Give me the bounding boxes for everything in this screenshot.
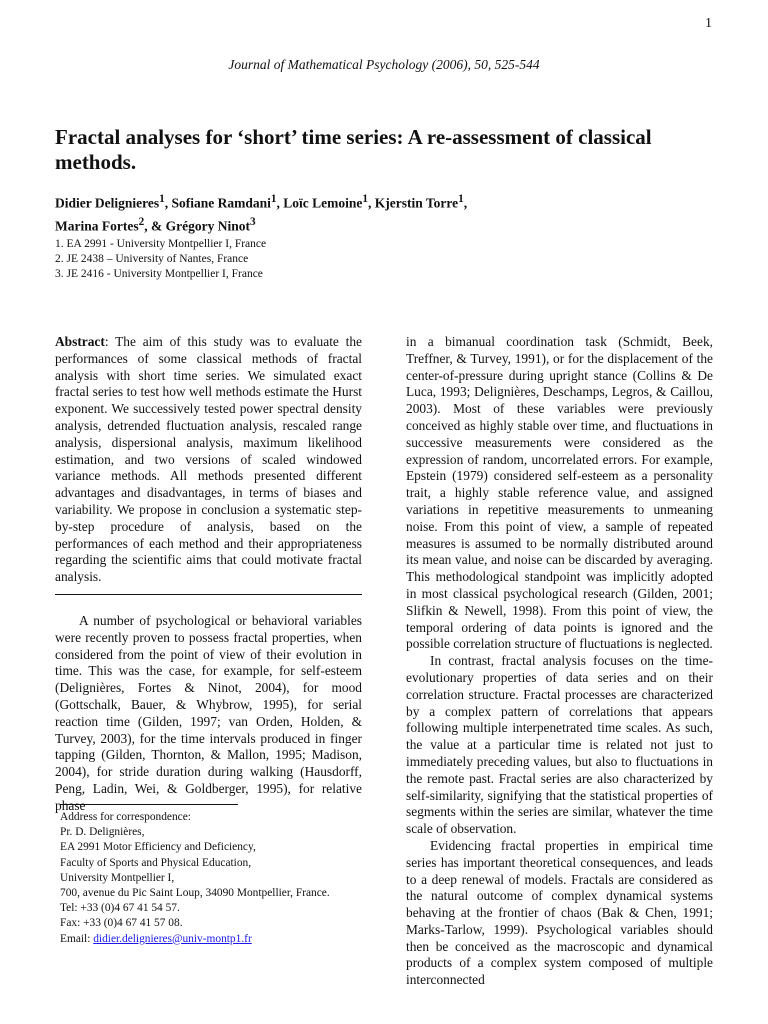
affiliation-item: 3. JE 2416 - University Montpellier I, France xyxy=(55,268,263,280)
abstract-divider xyxy=(55,594,362,595)
author-name: Marina Fortes xyxy=(55,218,139,233)
paper-title: Fractal analyses for ‘short’ time series: A re-assessment of classical methods. xyxy=(55,125,652,174)
affiliation-item: 1. EA 2991 - University Montpellier I, France xyxy=(55,238,267,250)
author-name: Grégory Ninot xyxy=(165,218,250,233)
author-separator: , xyxy=(368,195,375,211)
email-link[interactable]: didier.delignieres@univ-montp1.fr xyxy=(93,932,252,945)
author-name: Didier Delignieres xyxy=(55,195,160,211)
author-separator: , xyxy=(276,195,284,211)
author-affiliation-mark: 1 xyxy=(458,193,464,205)
affiliation-list xyxy=(55,237,695,282)
right-column xyxy=(406,334,713,989)
footnote-line: Fax: +33 (0)4 67 41 57 08. xyxy=(60,917,183,930)
footnote-line: Tel: +33 (0)4 67 41 54 57. xyxy=(60,902,180,915)
footnote-rule xyxy=(60,804,238,805)
page-number: 1 xyxy=(705,16,712,31)
abstract-label: Abstract xyxy=(55,334,105,349)
footnote-line: University Montpellier I, xyxy=(60,871,175,884)
author-separator: , & xyxy=(144,218,166,233)
footnote-line: 700, avenue du Pic Saint Loup, 34090 Montpellier, France. xyxy=(60,887,330,900)
author-name: Kjerstin Torre xyxy=(374,195,459,211)
author-list xyxy=(55,190,695,235)
body-paragraph: In contrast, fractal analysis focuses on the time-evolutionary properties of data series and on their correlation structure. Fractal processes are characterized by a complex pattern of correlations that appears following multiple interpenetrated time scales. As such, the value at a particular time is related not just to immediately preceding values, but also to fluctuations in the remote past. Fractal series are also characterized by self-similarity, signifying that the statistical properties of segments within the series are similar, whatever the time scale of observation. xyxy=(406,653,713,837)
abstract-text: : The aim of this study was to evaluate the performances of some classical methods of fractal analysis with short time series. We simulated exact fractal series to test how well methods estimate the Hurst exponent. We successively tested power spectral density analysis, detrended fluctuation analysis, rescaled range analysis, dispersional analysis, maximum likelihood estimation, and two versions of scaled windowed variance methods. All methods presented different advantages and disadvantages, in terms of biases and variability. We propose in conclusion a systematic step-by-step procedure of analysis, based on the performances of each method and their appropriateness regarding the scientific aims that could motivate fractal analysis. xyxy=(55,334,362,585)
affiliation-item: 2. JE 2438 – University of Nantes, France xyxy=(55,253,249,265)
footnote-heading: Address for correspondence: xyxy=(60,811,191,823)
body-paragraph: in a bimanual coordination task (Schmidt, Beek, Treffner, & Turvey, 1991), or for the displacement of the center-of-pressure during upright stance (Collins & De Luca, 1993; Delignières, Deschamps, Legros, & Caillou, 2003). Most of these variables were previously conceived as highly stable over time, and fluctuations in successive measurements were considered as the expression of random, uncorrelated errors. For example, Epstein (1979) considered self-esteem as a personality trait, a highly stable reference value, and assigned variations in repetitive measurements to unmeaning noise. From this point of view, a sample of repeated measures is assumed to be normally distributed around its mean value, and noise can be discarded by averaging. This methodological standpoint was implicitly adopted in most classical psychological research (Gilden, 2001; Slifkin & Newell, 1998). From this point of view, the temporal ordering of data points is ignored and the possible correlation structure of fluctuations is neglected. xyxy=(406,334,713,652)
body-paragraph: A number of psychological or behavioral variables were recently proven to possess fractal properties, when considered from the point of view of their evolution in time. This was the case, for example, for self-esteem (Delignières, Fortes & Ninot, 2004), for mood (Gottschalk, Bauer, & Whybrow, 1995), for serial reaction time (Gilden, 1997; van Orden, Holden, & Turvey, 2003), for the time intervals produced in finger tapping (Gilden, Thornton, & Mallon, 1995; Madison, 2004), for stride duration during walking (Hausdorff, Peng, Ladin, Wei, & Goldberger, 1995), for relative phase xyxy=(55,612,362,813)
author-affiliation-mark: 1 xyxy=(362,193,369,205)
author-separator: , xyxy=(164,195,172,211)
author-affiliation-mark: 3 xyxy=(249,215,256,228)
author-affiliation-mark: 1 xyxy=(159,193,165,205)
author-affiliation-mark: 2 xyxy=(138,215,145,228)
author-name: Sofiane Ramdani xyxy=(171,195,271,211)
footnote-line: Pr. D. Delignières, xyxy=(60,826,145,839)
footnote-line: EA 2991 Motor Efficiency and Deficiency, xyxy=(60,841,256,854)
left-column xyxy=(55,334,362,815)
journal-citation: Journal of Mathematical Psychology (2006), 50, 525-544 xyxy=(228,57,540,72)
author-separator: , xyxy=(463,195,468,211)
author-affiliation-mark: 1 xyxy=(270,193,277,205)
body-paragraph: Evidencing fractal properties in empirical time series has important theoretical consequences, and leads to a deep renewal of models. Fractals are considered as the natural outcome of complex dynamical systems behaving at the frontier of chaos (Bak & Chen, 1991; Marks-Tarlow, 1999). Psychological variables should then be conceived as the macroscopic and dynamical products of a complex system composed of multiple interconnected xyxy=(406,837,713,988)
email-label: Email: xyxy=(60,932,94,945)
author-name: Loïc Lemoine xyxy=(283,195,363,211)
correspondence-footnote xyxy=(60,804,360,947)
footnote-line: Faculty of Sports and Physical Education, xyxy=(60,856,252,869)
footnote-email-row xyxy=(60,932,360,947)
abstract xyxy=(55,334,362,586)
